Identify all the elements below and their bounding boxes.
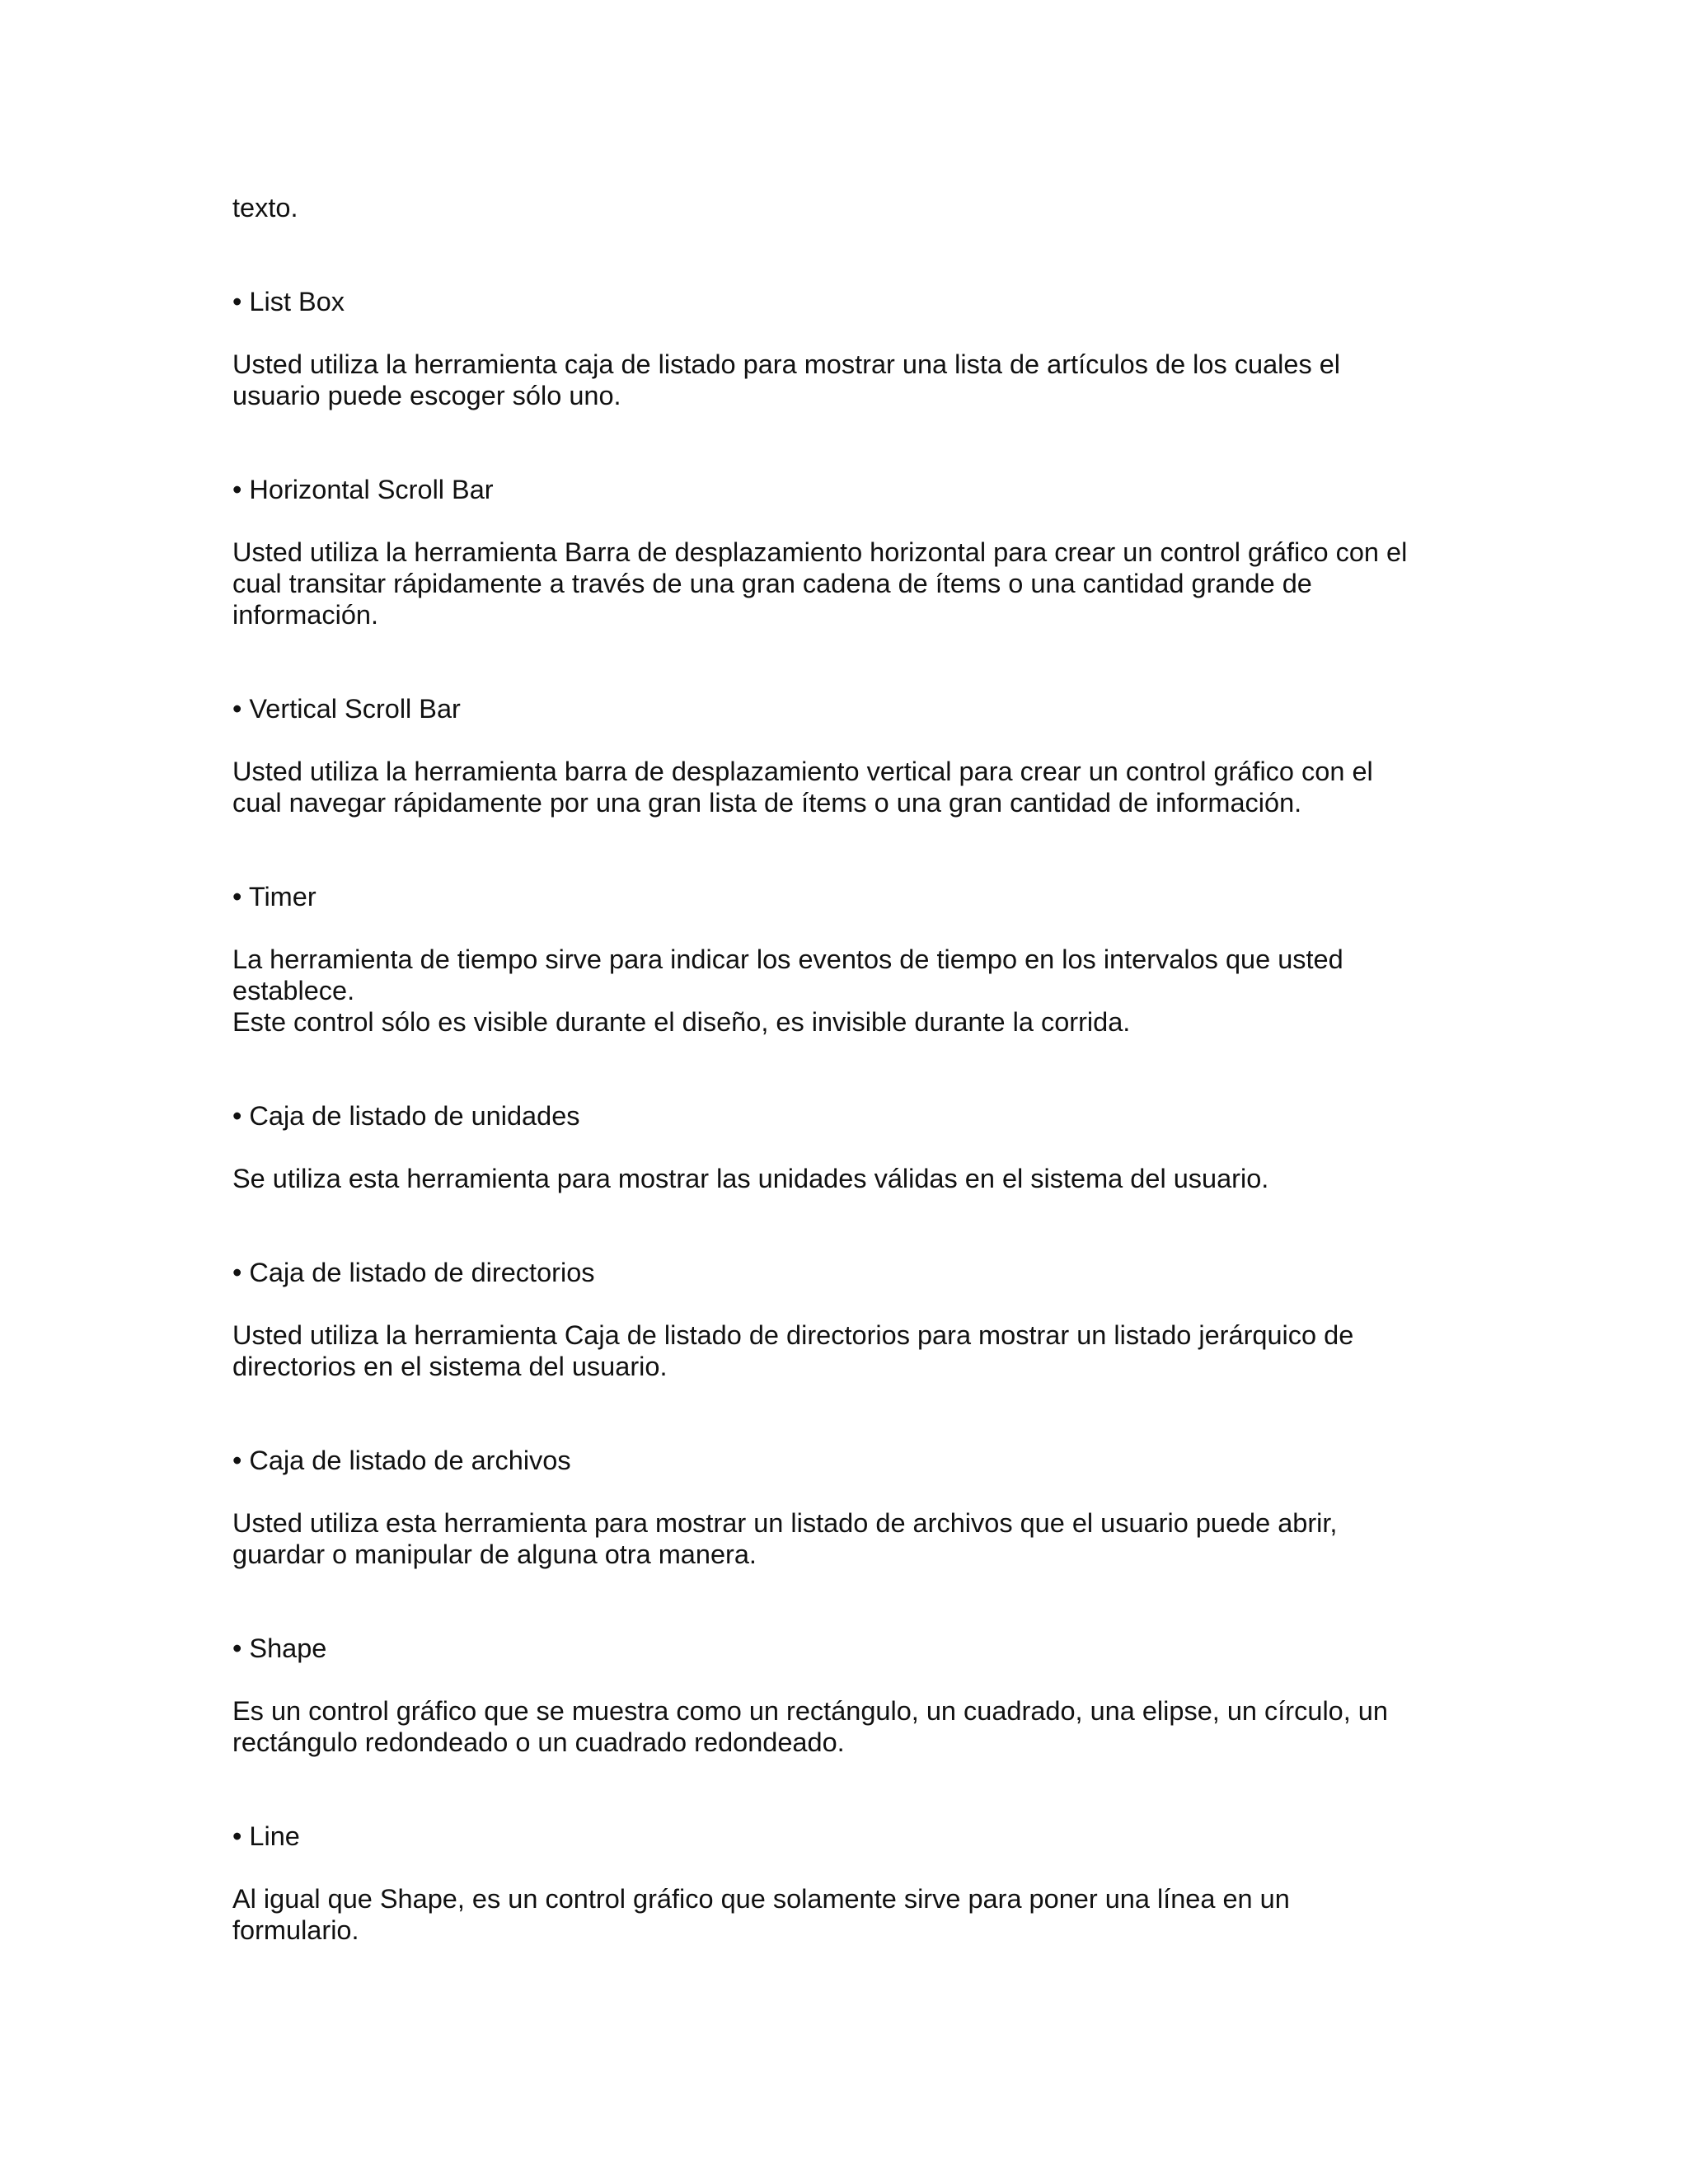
section-heading: • Caja de listado de directorios	[232, 1258, 595, 1287]
section-heading: • Vertical Scroll Bar	[232, 694, 461, 724]
section-list-box	[232, 286, 1452, 411]
section-heading: • Caja de listado de archivos	[232, 1446, 571, 1475]
section-body: Es un control gráfico que se muestra como un rectángulo, un cuadrado, una elipse, un círculo, un rectángulo redondeado o un cuadrado redondeado.	[232, 1696, 1388, 1757]
section-horizontal-scroll-bar	[232, 474, 1452, 630]
section-body: Usted utiliza esta herramienta para mostrar un listado de archivos que el usuario puede abrir, guardar o manipular de alguna otra manera.	[232, 1508, 1338, 1569]
section-body: Al igual que Shape, es un control gráfico que solamente sirve para poner una línea en un formulario.	[232, 1884, 1290, 1945]
section-heading: • Horizontal Scroll Bar	[232, 475, 494, 504]
section-timer	[232, 881, 1452, 1038]
section-body: Usted utiliza la herramienta caja de listado para mostrar una lista de artículos de los cuales el usuario puede escoger sólo uno.	[232, 349, 1341, 410]
section-heading: • Timer	[232, 882, 316, 912]
intro-text: texto.	[232, 193, 298, 223]
section-file-list-box	[232, 1445, 1452, 1570]
section-shape	[232, 1633, 1452, 1758]
section-directory-list-box	[232, 1257, 1452, 1382]
section-heading: • Line	[232, 1821, 300, 1851]
section-vertical-scroll-bar	[232, 693, 1452, 818]
section-body: Usted utiliza la herramienta Caja de listado de directorios para mostrar un listado jerárquico de directorios en el sistema del usuario.	[232, 1320, 1354, 1381]
section-body: Se utiliza esta herramienta para mostrar las unidades válidas en el sistema del usuario.	[232, 1164, 1269, 1193]
section-body: Usted utiliza la herramienta barra de desplazamiento vertical para crear un control gráfico con el cual navegar rápidamente por una gran lista de ítems o una gran cantidad de información.	[232, 757, 1373, 818]
section-heading: • Caja de listado de unidades	[232, 1101, 580, 1131]
document-content	[232, 192, 1452, 1946]
section-heading: • Shape	[232, 1633, 327, 1663]
section-line	[232, 1821, 1452, 1946]
section-body: La herramienta de tiempo sirve para indicar los eventos de tiempo en los intervalos que usted establece. Este control sólo es visible durante el diseño, es invisible durante la corrida.	[232, 944, 1343, 1037]
section-heading: • List Box	[232, 287, 345, 316]
section-drive-list-box	[232, 1100, 1452, 1194]
section-body: Usted utiliza la herramienta Barra de desplazamiento horizontal para crear un control gráfico con el cual transitar rápidamente a través de una gran cadena de ítems o una cantidad grande de información.	[232, 537, 1408, 630]
